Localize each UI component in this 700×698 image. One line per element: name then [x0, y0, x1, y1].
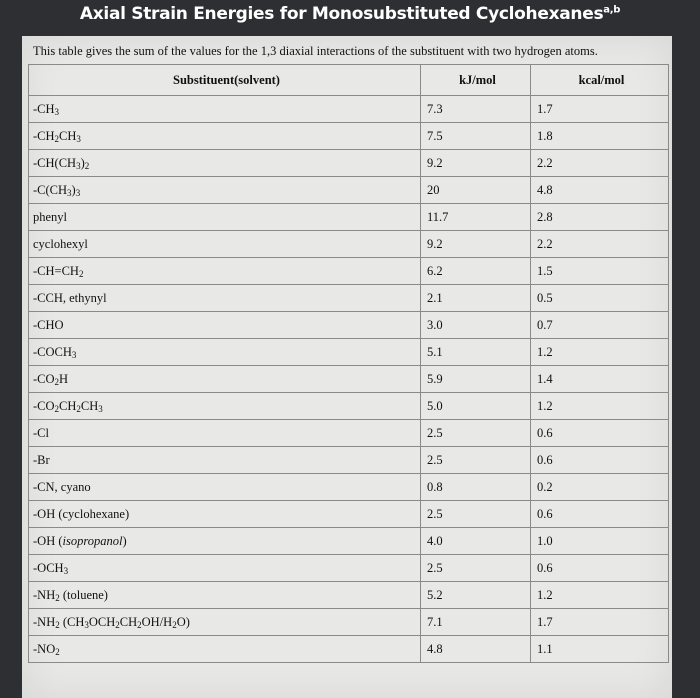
substituent-cell: $-COCH_3$ — [29, 339, 421, 366]
header-row — [29, 65, 669, 96]
substituent-cell: -OH (cyclohexane) — [29, 501, 421, 528]
substituent-cell: $-CO_2CH_2CH_3$ — [29, 393, 421, 420]
kcal-per-mol-cell: 0.6 — [531, 501, 669, 528]
kcal-per-mol-cell: 2.2 — [531, 231, 669, 258]
substituent-cell: $-OCH_3$ — [29, 555, 421, 582]
kcal-per-mol-cell: 0.6 — [531, 420, 669, 447]
table-row — [29, 285, 669, 312]
substituent-cell: $-CH=CH_2$ — [29, 258, 421, 285]
kj-per-mol-cell: 2.5 — [421, 501, 531, 528]
kj-per-mol-cell: 5.9 — [421, 366, 531, 393]
kj-per-mol-cell: 9.2 — [421, 150, 531, 177]
substituent-cell: -OH (isopropanol) — [29, 528, 421, 555]
table-row — [29, 393, 669, 420]
table-row — [29, 474, 669, 501]
kj-per-mol-cell: 7.5 — [421, 123, 531, 150]
kj-per-mol-cell: 7.1 — [421, 609, 531, 636]
table-caption: This table gives the sum of the values for the 1,3 diaxial interactions of the substituent with two hydrogen atoms. — [33, 44, 598, 58]
table-row — [29, 258, 669, 285]
substituent-cell: $-CO_2H$ — [29, 366, 421, 393]
substituent-cell: phenyl — [29, 204, 421, 231]
substituent-cell: $-CH_2CH_3$ — [29, 123, 421, 150]
table-row — [29, 150, 669, 177]
table-row — [29, 96, 669, 123]
kcal-per-mol-cell: 2.8 — [531, 204, 669, 231]
kcal-per-mol-cell: 1.7 — [531, 96, 669, 123]
header-kcal-per-mol: kcal/mol — [531, 65, 669, 96]
header-kj-per-mol: kJ/mol — [421, 65, 531, 96]
kj-per-mol-cell: 5.1 — [421, 339, 531, 366]
header-substituent: Substituent(solvent) — [29, 65, 421, 96]
substituent-cell: $-NO_2$ — [29, 636, 421, 663]
kj-per-mol-cell: 20 — [421, 177, 531, 204]
kj-per-mol-cell: 9.2 — [421, 231, 531, 258]
substituent-cell: cyclohexyl — [29, 231, 421, 258]
kcal-per-mol-cell: 1.2 — [531, 393, 669, 420]
substituent-cell: -CHO — [29, 312, 421, 339]
kj-per-mol-cell: 2.5 — [421, 447, 531, 474]
kcal-per-mol-cell: 1.0 — [531, 528, 669, 555]
table-row — [29, 123, 669, 150]
table-row — [29, 366, 669, 393]
kcal-per-mol-cell: 0.2 — [531, 474, 669, 501]
table-row — [29, 177, 669, 204]
kj-per-mol-cell: 5.0 — [421, 393, 531, 420]
page-title: Axial Strain Energies for Monosubstituted Cyclohexanes$^{a,b}$ — [79, 4, 621, 24]
table-row — [29, 555, 669, 582]
kj-per-mol-cell: 4.0 — [421, 528, 531, 555]
substituent-cell: $-C(CH_3)_3$ — [29, 177, 421, 204]
kj-per-mol-cell: 7.3 — [421, 96, 531, 123]
kj-per-mol-cell: 2.5 — [421, 420, 531, 447]
kcal-per-mol-cell: 0.7 — [531, 312, 669, 339]
substituent-cell: $-NH_2$ $(CH_3OCH_2CH_2OH/H_2O)$ — [29, 609, 421, 636]
table-row — [29, 312, 669, 339]
substituent-cell: -CCH, ethynyl — [29, 285, 421, 312]
kcal-per-mol-cell: 1.2 — [531, 582, 669, 609]
kcal-per-mol-cell: 1.1 — [531, 636, 669, 663]
table-row — [29, 447, 669, 474]
table-row — [29, 528, 669, 555]
strain-energy-table — [28, 64, 669, 663]
substituent-cell: $-CH(CH_3)_2$ — [29, 150, 421, 177]
kj-per-mol-cell: 0.8 — [421, 474, 531, 501]
kcal-per-mol-cell: 2.2 — [531, 150, 669, 177]
kcal-per-mol-cell: 1.7 — [531, 609, 669, 636]
kcal-per-mol-cell: 1.8 — [531, 123, 669, 150]
kj-per-mol-cell: 5.2 — [421, 582, 531, 609]
kcal-per-mol-cell: 4.8 — [531, 177, 669, 204]
kcal-per-mol-cell: 1.4 — [531, 366, 669, 393]
kj-per-mol-cell: 11.7 — [421, 204, 531, 231]
kj-per-mol-cell: 2.5 — [421, 555, 531, 582]
substituent-cell: $-CH_3$ — [29, 96, 421, 123]
table-row — [29, 204, 669, 231]
table-row — [29, 231, 669, 258]
kj-per-mol-cell: 3.0 — [421, 312, 531, 339]
table-row — [29, 501, 669, 528]
substituent-cell: $-NH_2$ (toluene) — [29, 582, 421, 609]
table-row — [29, 609, 669, 636]
substituent-cell: -Br — [29, 447, 421, 474]
kcal-per-mol-cell: 1.2 — [531, 339, 669, 366]
kj-per-mol-cell: 6.2 — [421, 258, 531, 285]
table-row — [29, 420, 669, 447]
kj-per-mol-cell: 2.1 — [421, 285, 531, 312]
substituent-cell: -CN, cyano — [29, 474, 421, 501]
substituent-cell: -Cl — [29, 420, 421, 447]
kj-per-mol-cell: 4.8 — [421, 636, 531, 663]
kcal-per-mol-cell: 0.6 — [531, 447, 669, 474]
table-row — [29, 339, 669, 366]
kcal-per-mol-cell: 0.6 — [531, 555, 669, 582]
kcal-per-mol-cell: 0.5 — [531, 285, 669, 312]
kcal-per-mol-cell: 1.5 — [531, 258, 669, 285]
table-row — [29, 636, 669, 663]
table-row — [29, 582, 669, 609]
